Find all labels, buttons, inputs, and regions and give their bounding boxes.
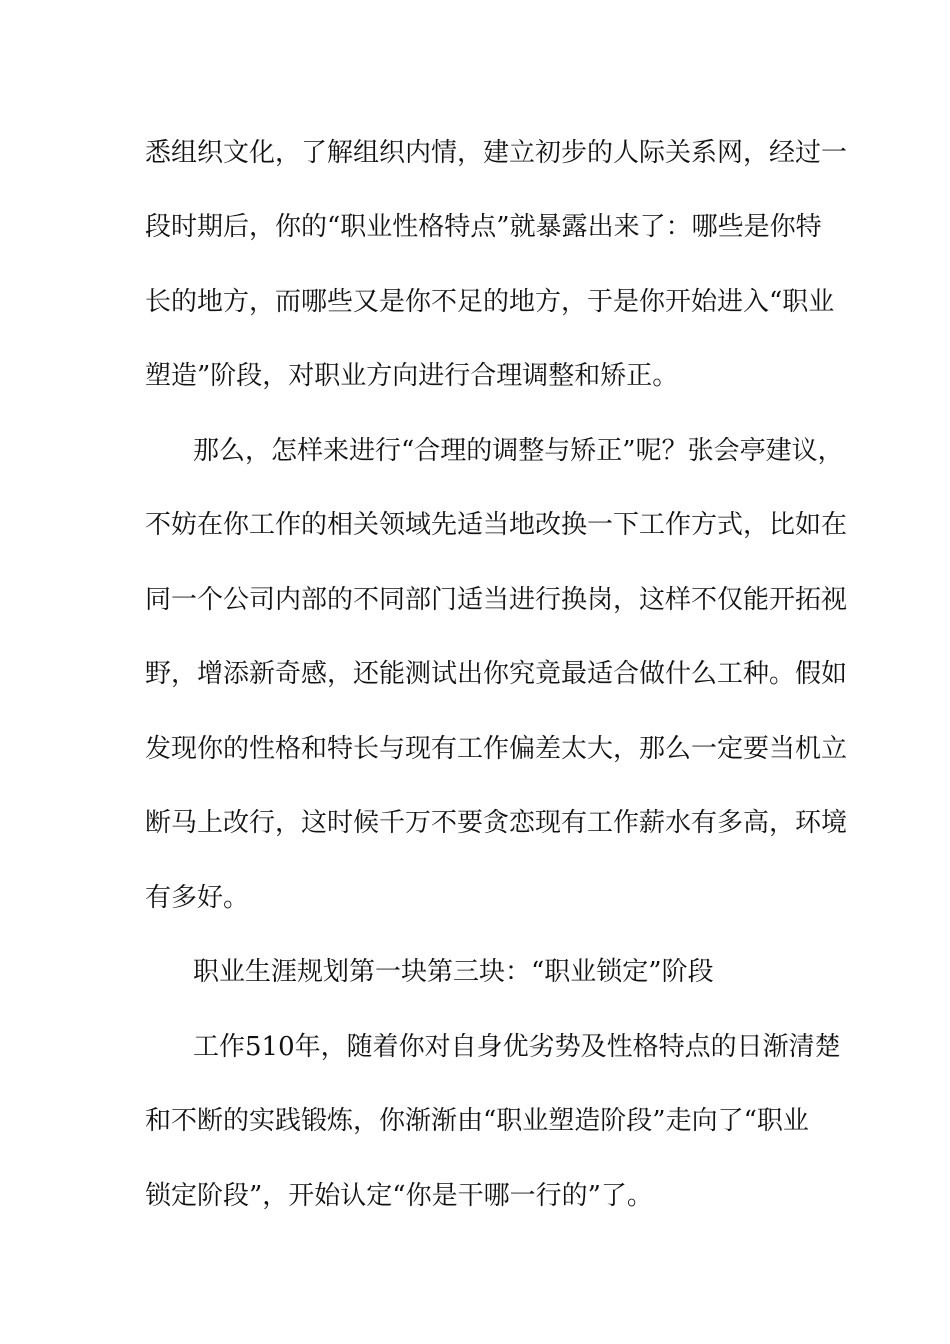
paragraph-line: 同一个公司内部的不同部门适当进行换岗，这样不仅能开拓视 [145,585,848,615]
paragraph-line: 发现你的性格和特长与现有工作偏差太大，那么一定要当机立 [145,734,848,764]
paragraph-line: 那么，怎样来进行“合理的调整与矫正”呢？张会亭建议， [193,436,844,466]
paragraph-line: 不妨在你工作的相关领域先适当地改换一下工作方式，比如在 [145,510,848,540]
paragraph-line: 工作510年，随着你对自身优劣势及性格特点的日渐清楚 [193,1032,841,1062]
paragraph-line: 塑造”阶段，对职业方向进行合理调整和矫正。 [145,361,679,391]
paragraph-line: 锁定阶段”，开始认定“你是干哪一行的”了。 [145,1181,653,1211]
paragraph-line: 悉组织文化，了解组织内情，建立初步的人际关系网，经过一 [145,138,848,168]
paragraph-line: 段时期后，你的“职业性格特点”就暴露出来了：哪些是你特 [145,212,822,242]
paragraph-line: 断马上改行，这时候千万不要贪恋现有工作薪水有多高，环境 [145,808,848,838]
section-heading: 职业生涯规划第一块第三块：“职业锁定”阶段 [193,957,714,987]
paragraph-line: 长的地方，而哪些又是你不足的地方，于是你开始进入“职业 [145,287,835,317]
paragraph-line: 和不断的实践锻炼，你渐渐由“职业塑造阶段”走向了“职业 [145,1106,809,1136]
paragraph-line: 野，增添新奇感，还能测试出你究竟最适合做什么工种。假如 [145,659,848,689]
paragraph-line: 有多好。 [145,883,250,913]
